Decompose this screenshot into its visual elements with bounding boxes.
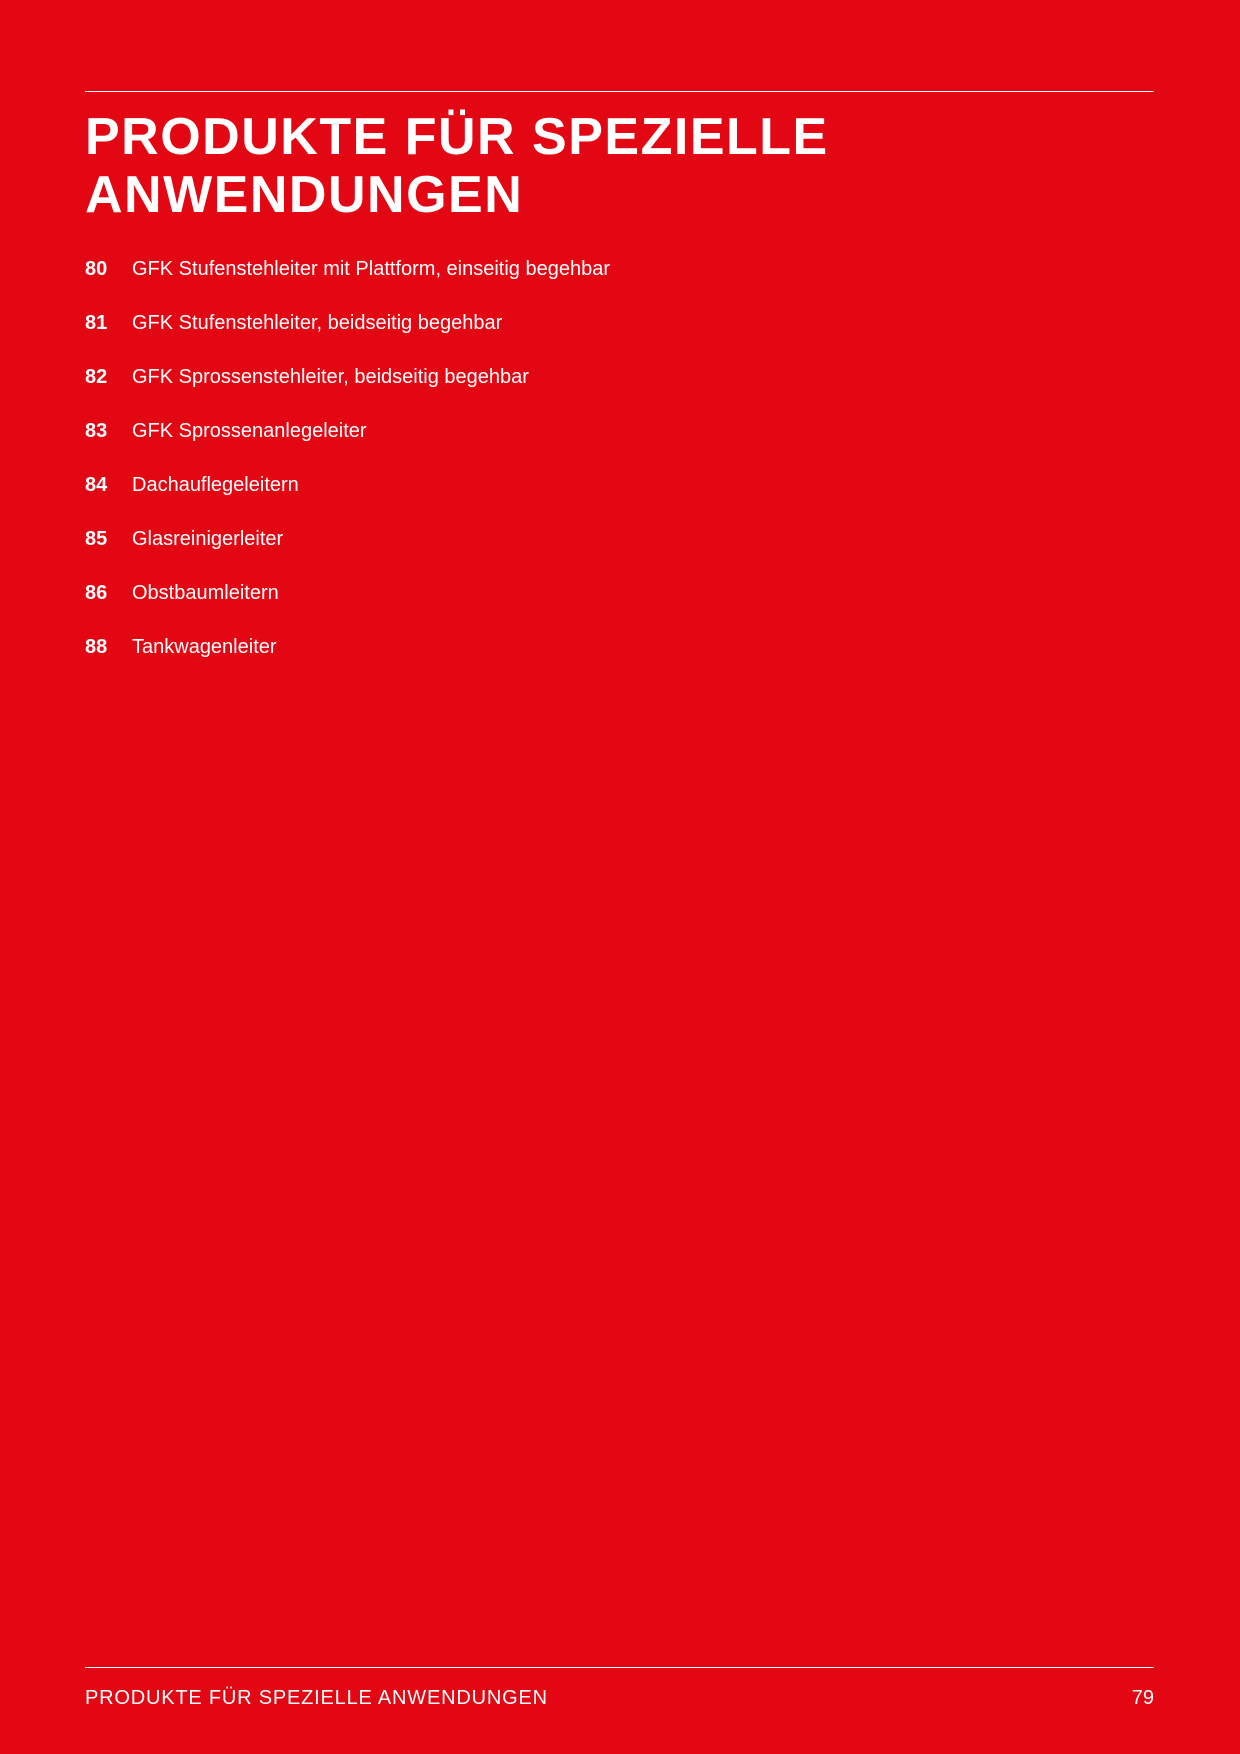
- toc-page-number: 86: [85, 582, 108, 604]
- page-title: [85, 108, 985, 224]
- toc-entry[interactable]: [85, 364, 985, 418]
- toc-page-number: 85: [85, 528, 108, 550]
- toc-entry[interactable]: [85, 418, 985, 472]
- footer-section-title: PRODUKTE FÜR SPEZIELLE ANWENDUNGEN: [85, 1687, 548, 1709]
- page-title-line-1: PRODUKTE FÜR SPEZIELLE: [85, 108, 829, 166]
- toc-entry-label: GFK Sprossenstehleiter, beidseitig begehbar: [132, 366, 529, 388]
- bottom-divider: [85, 1667, 1154, 1668]
- toc-page-number: 83: [85, 420, 108, 442]
- toc-entry[interactable]: [85, 580, 985, 634]
- toc-page-number: 82: [85, 366, 108, 388]
- footer-page-number: 79: [1131, 1687, 1154, 1709]
- toc-entry[interactable]: [85, 526, 985, 580]
- toc-page-number: 81: [85, 312, 108, 334]
- toc-page-number: 88: [85, 636, 108, 658]
- top-divider: [85, 91, 1154, 92]
- toc-entry-label: GFK Stufenstehleiter, beidseitig begehbar: [132, 312, 503, 334]
- toc-entry-label: Tankwagenleiter: [132, 636, 277, 658]
- toc-entry[interactable]: [85, 256, 985, 310]
- toc-entry-label: GFK Stufenstehleiter mit Plattform, einseitig begehbar: [132, 258, 611, 280]
- toc-entry[interactable]: [85, 310, 985, 364]
- toc-page-number: 84: [85, 474, 108, 496]
- toc-entry[interactable]: [85, 472, 985, 526]
- toc-entry-label: Obstbaumleitern: [132, 582, 279, 604]
- toc-entry-label: Dachauflegeleitern: [132, 474, 299, 496]
- toc-entry[interactable]: [85, 634, 985, 688]
- toc-page-number: 80: [85, 258, 108, 280]
- page-title-line-2: ANWENDUNGEN: [85, 166, 524, 224]
- toc-entry-label: GFK Sprossenanlegeleiter: [132, 420, 367, 442]
- toc-entry-label: Glasreinigerleiter: [132, 528, 284, 550]
- table-of-contents: [85, 256, 985, 688]
